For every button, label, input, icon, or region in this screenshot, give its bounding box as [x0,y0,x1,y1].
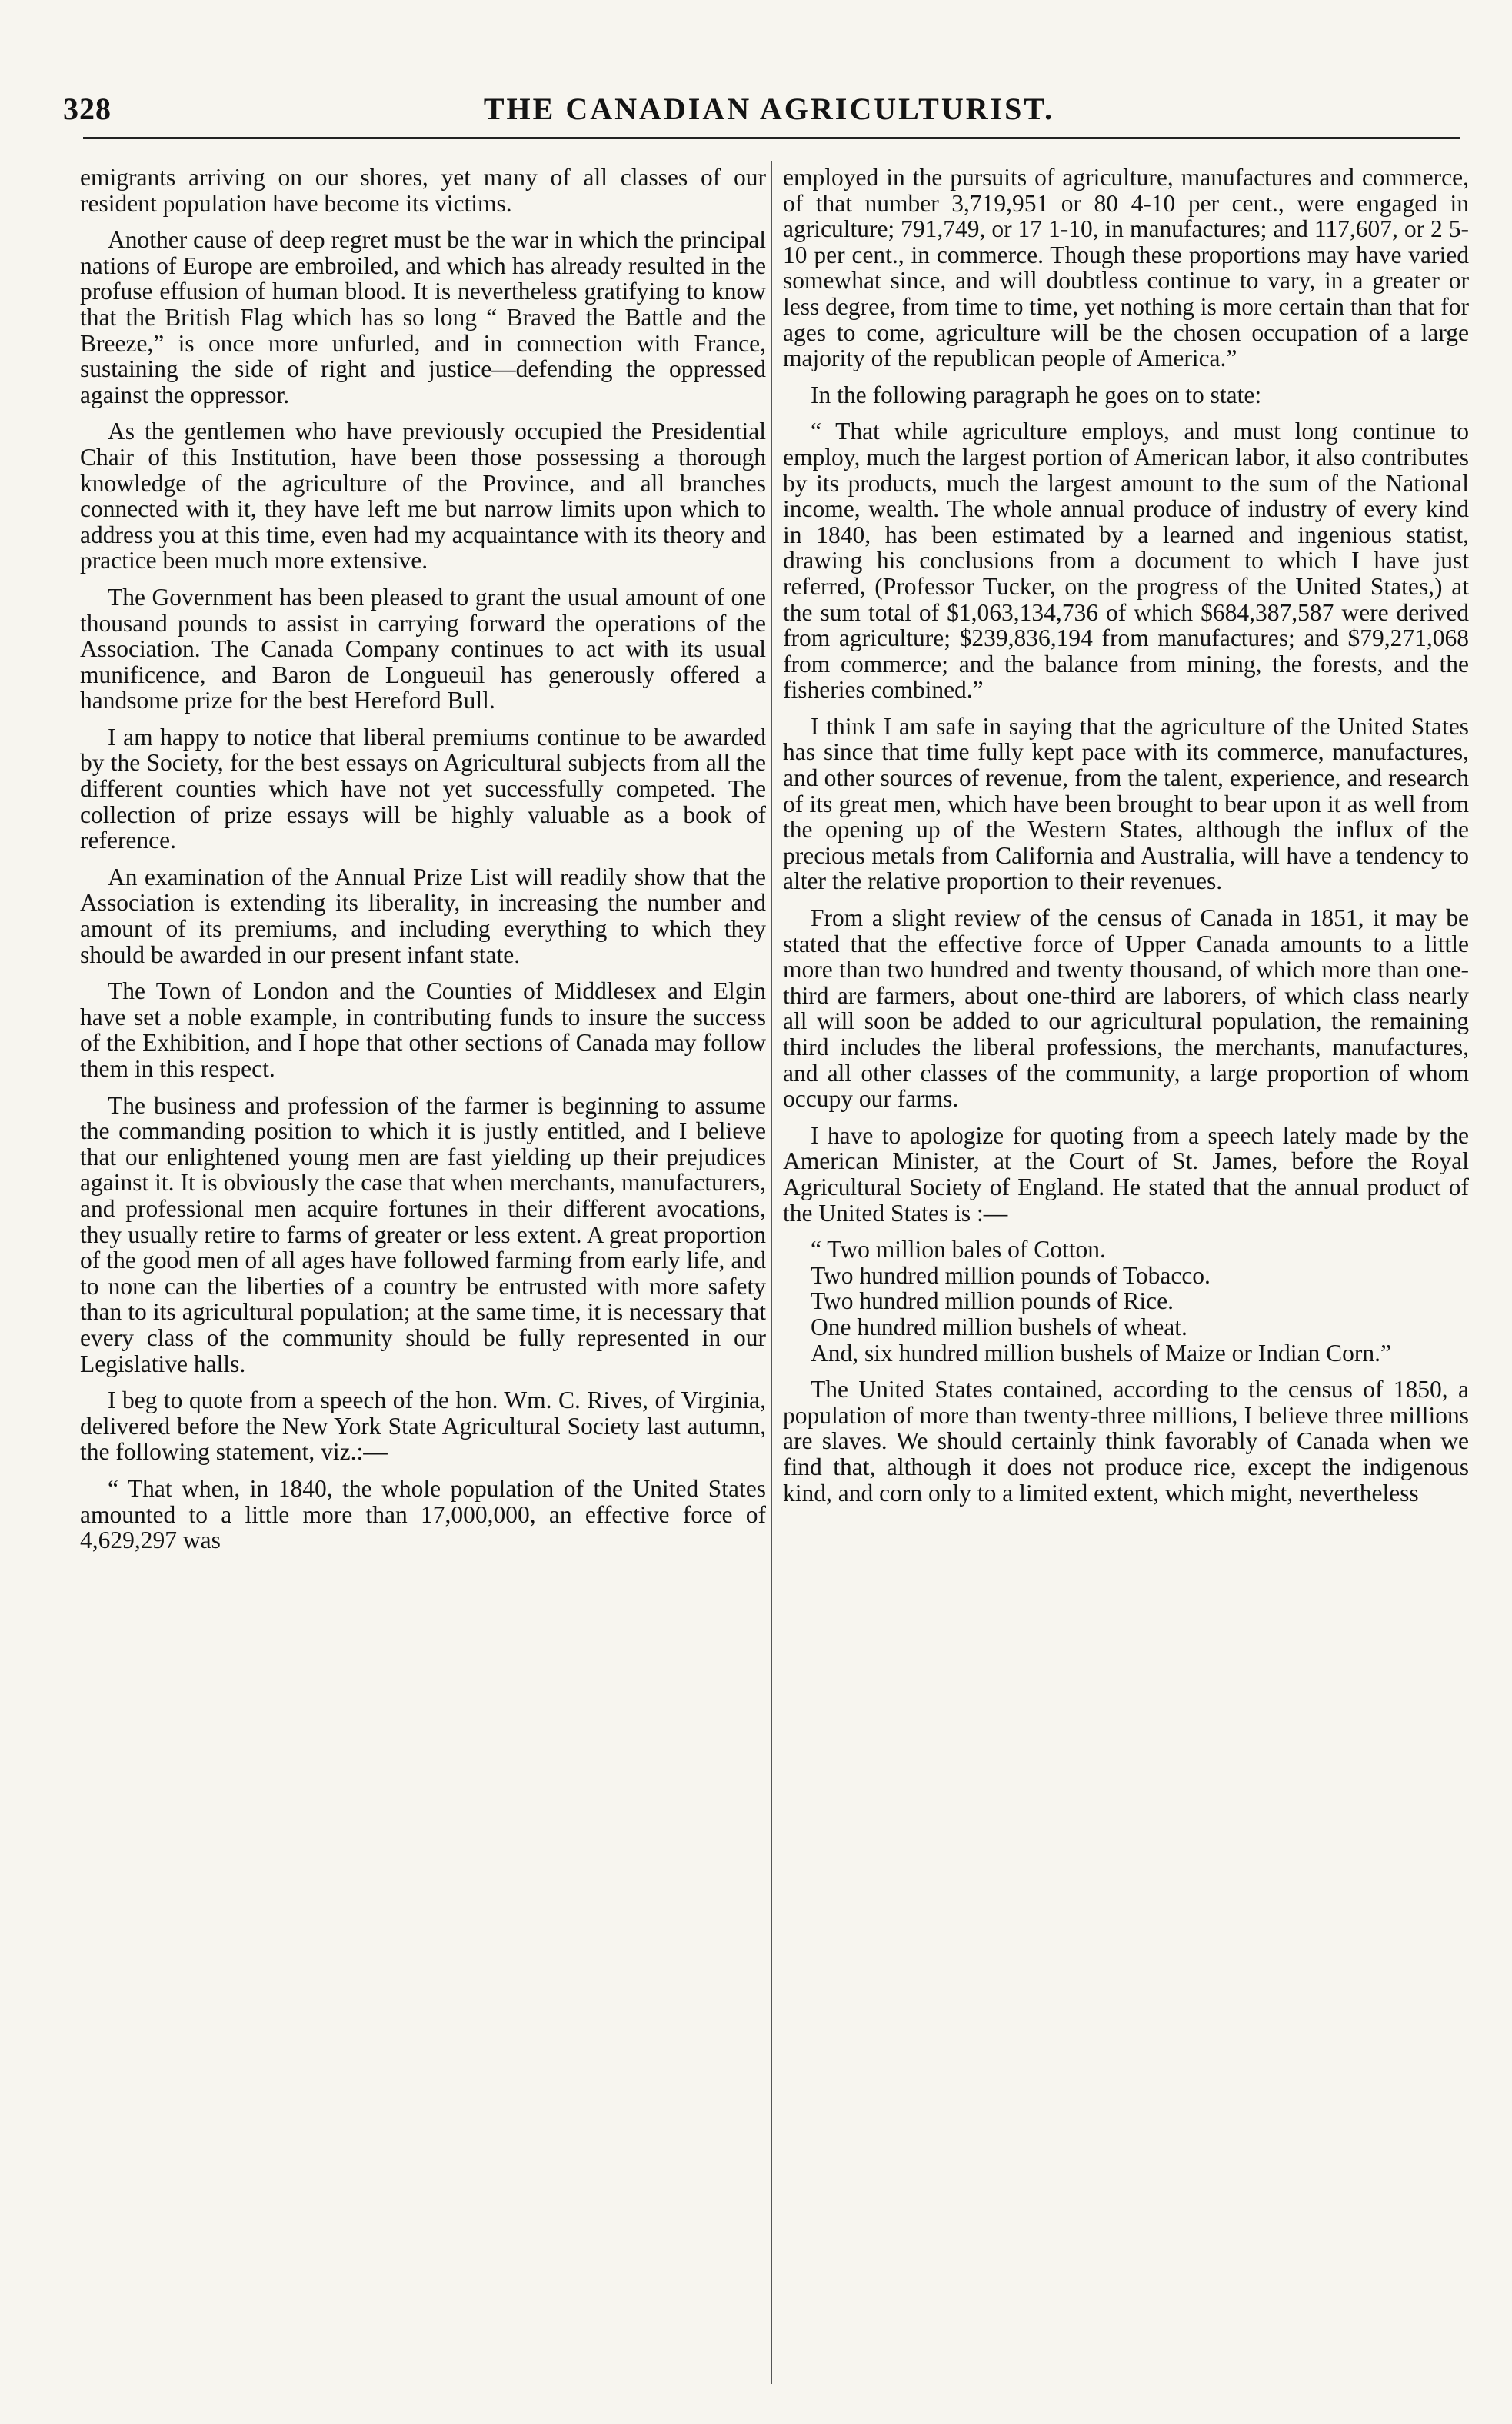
right-column [783,165,1469,2395]
quote-paragraph: “ That when, in 1840, the whole population of the United States amounted to a little more than 17,000,000, an effective force of 4,629,297 was [80,1474,766,1554]
list-item: One hundred million bushels of wheat. [811,1313,1187,1340]
left-column [80,165,766,2395]
paragraph: An examination of the Annual Prize List will readily show that the Association is extending its liberality, in increasing the number and amount of its premiums, and including everything to which they should be awarded in our present infant state. [80,863,766,968]
quote-paragraph: “ That while agriculture employs, and must long continue to employ, much the largest portion of American labor, it also contributes by its products, much the largest amount to the sum of the National income, wealth. The whole annual produce of industry of every kind in 1840, has been estimated by a learned and ingenious statist, drawing his conclusions from a document to which I have just referred, (Professor Tucker, on the progress of the United States,) at the sum total of $1,063,134,736 of which $684,387,587 were derived from agriculture; $239,836,194 from manufactures; and $79,271,068 from commerce; and the balance from mining, the forests, and the fisheries combined.” [783,418,1469,704]
list-item: And, six hundred million bushels of Maize or Indian Corn.” [811,1339,1392,1367]
page-number: 328 [63,92,112,126]
paragraph: The United States contained, according to the census of 1850, a population of more than twenty-three millions, I believe three millions are slaves. We should certainly think favorably of Canada when we find that, although it does not produce rice, except the indigenous kind, and corn only to a limited extent, which might, nevertheless [783,1376,1469,1507]
list-item: Two hundred million pounds of Tobacco. [811,1261,1211,1289]
paragraph: I think I am safe in saying that the agriculture of the United States has since that time fully kept pace with its commerce, manufactures, and other sources of revenue, from the talent, experience, and research of its great men, which have been brought to bear upon it as well from the opening up of the Western States, although the influx of the precious metals from California and Australia, will have a tendency to alter the relative proportion to their revenues. [783,712,1469,895]
paragraph: The Government has been pleased to grant the usual amount of one thousand pounds to assist in carrying forward the operations of the Association. The Canada Company continues to act with its usual munificence, and Baron de Longueuil has generously offered a handsome prize for the best Hereford Bull. [80,583,766,714]
paragraph: employed in the pursuits of agriculture, manufactures and commerce, of that number 3,719,951 or 80 4-10 per cent., were engaged in agriculture; 791,749, or 17 1-10, in manufactures; and 117,607, or 2 5-10 per cent., in commerce. Though these proportions may have varied somewhat since, and will doubtless continue to vary, in a greater or less degree, from time to time, yet nothing is more certain than that for ages to come, agriculture will be the chosen occupation of a large majority of the republican people of America.” [783,165,1469,372]
paragraph: In the following paragraph he goes on to state: [811,381,1262,408]
paragraph: The Town of London and the Counties of Middlesex and Elgin have set a noble example, in contributing funds to insure the success of the Exhibition, and I hope that other sections of Canada may follow them in this respect. [80,977,766,1082]
paragraph: emigrants arriving on our shores, yet many of all classes of our resident population have become its victims. [80,165,766,217]
paragraph: I am happy to notice that liberal premiums continue to be awarded by the Society, for the best essays on Agricultural subjects from all the different counties which have not yet successfully competed. The collection of prize essays will be highly valuable as a book of reference. [80,723,766,854]
paragraph: I beg to quote from a speech of the hon. Wm. C. Rives, of Virginia, delivered before the New York State Agricultural Society last autumn, the following statement, viz.:— [80,1387,766,1466]
running-title: THE CANADIAN AGRICULTURIST. [483,92,1055,126]
paragraph: The business and profession of the farmer is beginning to assume the commanding position to which it is justly entitled, and I believe that our enlightened young men are fast yielding up their prejudices against it. It is obviously the case that when merchants, manufacturers, and professional men acquire fortunes in their different avocations, they usually retire to farms of greater or less extent. A great proportion of the good men of all ages have followed farming from early life, and to none can the liberties of a country be entrusted with more safety than to its agricultural population; at the same time, it is necessary that every class of the community should be fully represented in our Legislative halls. [80,1091,766,1377]
list-item: Two hundred million pounds of Rice. [811,1287,1174,1315]
paragraph: I have to apologize for quoting from a speech lately made by the American Minister, at the Court of St. James, before the Royal Agricultural Society of England. He stated that the annual product of the United States is :— [783,1121,1469,1227]
list-item: “ Two million bales of Cotton. [811,1236,1106,1264]
column-divider [771,161,772,2384]
paragraph: Another cause of deep regret must be the war in which the principal nations of Europe are embroiled, and which has already resulted in the profuse effusion of human blood. It is nevertheless gratifying to know that the British Flag which has so long “ Braved the Battle and the Breeze,” is once more unfurled, and in connection with France, sustaining the side of right and justice—defending the oppressed against the oppressor. [80,226,766,408]
paragraph: From a slight review of the census of Canada in 1851, it may be stated that the effective force of Upper Canada amounts to a little more than two hundred and twenty thousand, of which more than one-third are farmers, about one-third are laborers, of which class nearly all will soon be added to our agricultural population, the remaining third includes the liberal professions, the merchants, manufactures, and all other classes of the community, a large proportion of whom occupy our farms. [783,904,1469,1113]
page-header [54,91,1484,134]
product-list [783,1237,1469,1366]
header-rule-thick [83,137,1460,139]
paragraph: As the gentlemen who have previously occupied the Presidential Chair of this Institution, have been those possessing a thorough knowledge of the agriculture of the Province, and all branches connected with it, they have left me but narrow limits upon which to address you at this time, even had my acquaintance with its theory and practice been much more extensive. [80,418,766,574]
